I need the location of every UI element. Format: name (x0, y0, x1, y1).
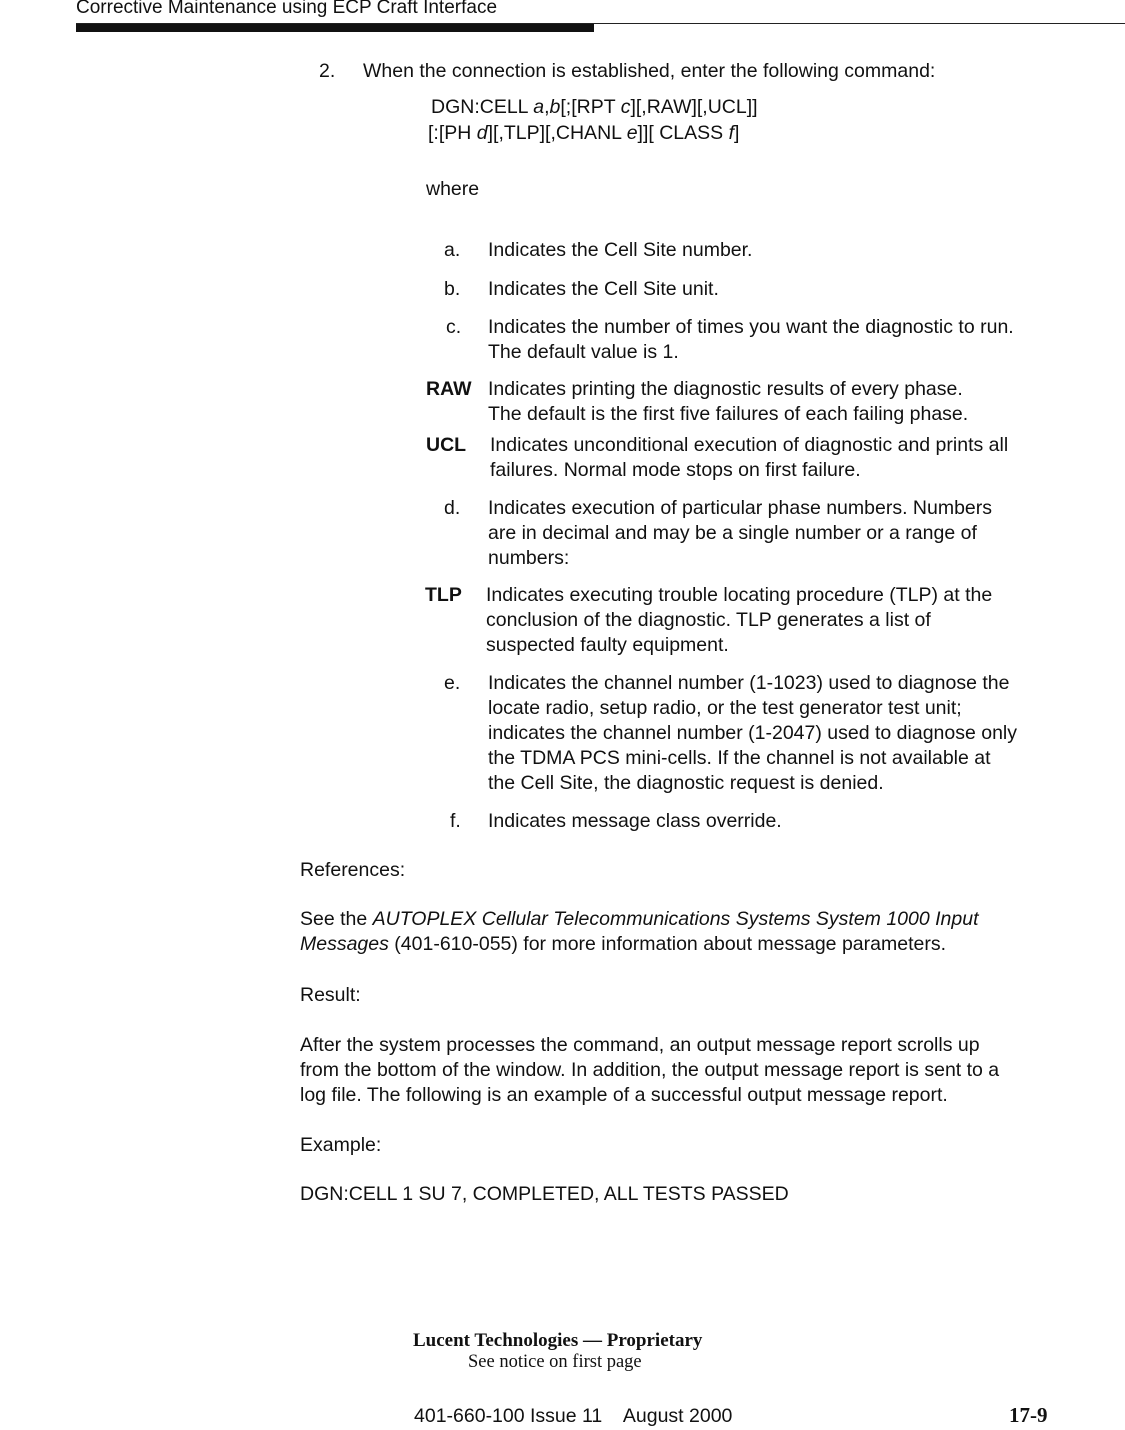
param-desc-line: Indicates message class override. (488, 810, 782, 832)
running-header: Corrective Maintenance using ECP Craft Interface (76, 0, 498, 18)
param-desc-line: Indicates unconditional execution of diagnostic and prints all (490, 434, 1009, 456)
param-desc-b (488, 277, 719, 302)
param-desc-line: the TDMA PCS mini-cells. If the channel is not available at (488, 747, 991, 769)
param-label-d: d. (444, 497, 461, 519)
param-label-ucl: UCL (426, 434, 467, 456)
result-line: from the bottom of the window. In addition, the output message report is sent to a (300, 1059, 1000, 1081)
param-label-e: e. (444, 672, 461, 694)
param-desc-line: locate radio, setup radio, or the test generator test unit; (488, 697, 962, 719)
references-text-line-1 (300, 907, 979, 932)
cmd-text: DGN:CELL (431, 96, 534, 118)
param-desc-line: Indicates executing trouble locating procedure (TLP) at the (486, 584, 993, 606)
param-desc-d (488, 496, 992, 571)
where-label: where (426, 178, 480, 200)
cmd-text: ][,TLP][,CHANL (487, 122, 627, 144)
param-label-raw: RAW (426, 378, 472, 400)
references-book-title: AUTOPLEX Cellular Telecommunications Systems System 1000 Input (372, 908, 979, 930)
param-label-c: c. (446, 316, 462, 338)
param-desc-line: suspected faulty equipment. (486, 634, 729, 656)
param-desc-f (488, 809, 782, 834)
param-desc-e (488, 671, 1017, 796)
param-desc-line: Indicates the Cell Site number. (488, 239, 753, 261)
step-text: When the connection is established, enter the following command: (363, 60, 936, 82)
param-desc-line: conclusion of the diagnostic. TLP generates a list of (486, 609, 931, 631)
result-line: log file. The following is an example of a successful output message report. (300, 1084, 948, 1106)
param-desc-line: The default value is 1. (488, 341, 679, 363)
cmd-var-e: e (626, 122, 638, 144)
command-line-2 (428, 121, 739, 146)
param-desc-line: failures. Normal mode stops on first failure. (490, 459, 861, 481)
references-see-suffix: (401-610-055) for more information about message parameters. (388, 933, 946, 955)
param-desc-ucl (490, 433, 1008, 483)
cmd-text: , (544, 96, 550, 118)
example-output: DGN:CELL 1 SU 7, COMPLETED, ALL TESTS PASSED (300, 1183, 789, 1205)
param-desc-line: Indicates the channel number (1-1023) used to diagnose the (488, 672, 1010, 694)
cmd-var-a: a (533, 96, 545, 118)
cmd-text: [;[RPT (560, 96, 621, 118)
cmd-var-b: b (549, 96, 561, 118)
cmd-var-f: f (728, 122, 735, 144)
step-number: 2. (319, 60, 336, 82)
param-desc-a (488, 238, 752, 263)
cmd-var-c: c (620, 96, 631, 118)
param-desc-line: the Cell Site, the diagnostic request is denied. (488, 772, 884, 794)
footer-doc-info: 401-660-100 Issue 11 August 2000 (414, 1405, 733, 1427)
footer-notice: See notice on first page (468, 1352, 642, 1372)
header-rule-thick (76, 24, 594, 32)
param-desc-line: indicates the channel number (1-2047) used to diagnose only (488, 722, 1018, 744)
page-number: 17-9 (1009, 1403, 1048, 1427)
references-see-prefix: See the (300, 908, 373, 930)
command-line-1 (431, 95, 758, 120)
param-desc-line: are in decimal and may be a single number or a range of (488, 522, 977, 544)
cmd-text: ][,RAW][,UCL]] (630, 96, 758, 118)
param-label-a: a. (444, 239, 461, 261)
references-text-line-2 (300, 932, 946, 957)
references-book-title-cont: Messages (300, 933, 389, 955)
result-heading: Result: (300, 984, 361, 1006)
cmd-text: ]][ CLASS (637, 122, 729, 144)
param-desc-line: numbers: (488, 547, 570, 569)
param-desc-line: Indicates printing the diagnostic results of every phase. (488, 378, 963, 400)
param-desc-raw (488, 377, 968, 427)
footer-company: Lucent Technologies — Proprietary (413, 1330, 703, 1351)
result-text (300, 1033, 999, 1108)
param-desc-line: Indicates the Cell Site unit. (488, 278, 719, 300)
param-desc-line: Indicates execution of particular phase numbers. Numbers (488, 497, 993, 519)
example-heading: Example: (300, 1134, 382, 1156)
param-desc-line: The default is the first five failures of each failing phase. (488, 403, 969, 425)
param-desc-line: Indicates the number of times you want the diagnostic to run. (488, 316, 1014, 338)
param-desc-tlp (486, 583, 992, 658)
result-line: After the system processes the command, an output message report scrolls up (300, 1034, 980, 1056)
param-label-b: b. (444, 278, 461, 300)
cmd-var-d: d (476, 122, 488, 144)
param-label-tlp: TLP (425, 584, 462, 606)
param-label-f: f. (450, 810, 461, 832)
cmd-text: [:[PH (428, 122, 477, 144)
param-desc-c (488, 315, 1014, 365)
cmd-text: ] (734, 122, 740, 144)
references-heading: References: (300, 859, 406, 881)
